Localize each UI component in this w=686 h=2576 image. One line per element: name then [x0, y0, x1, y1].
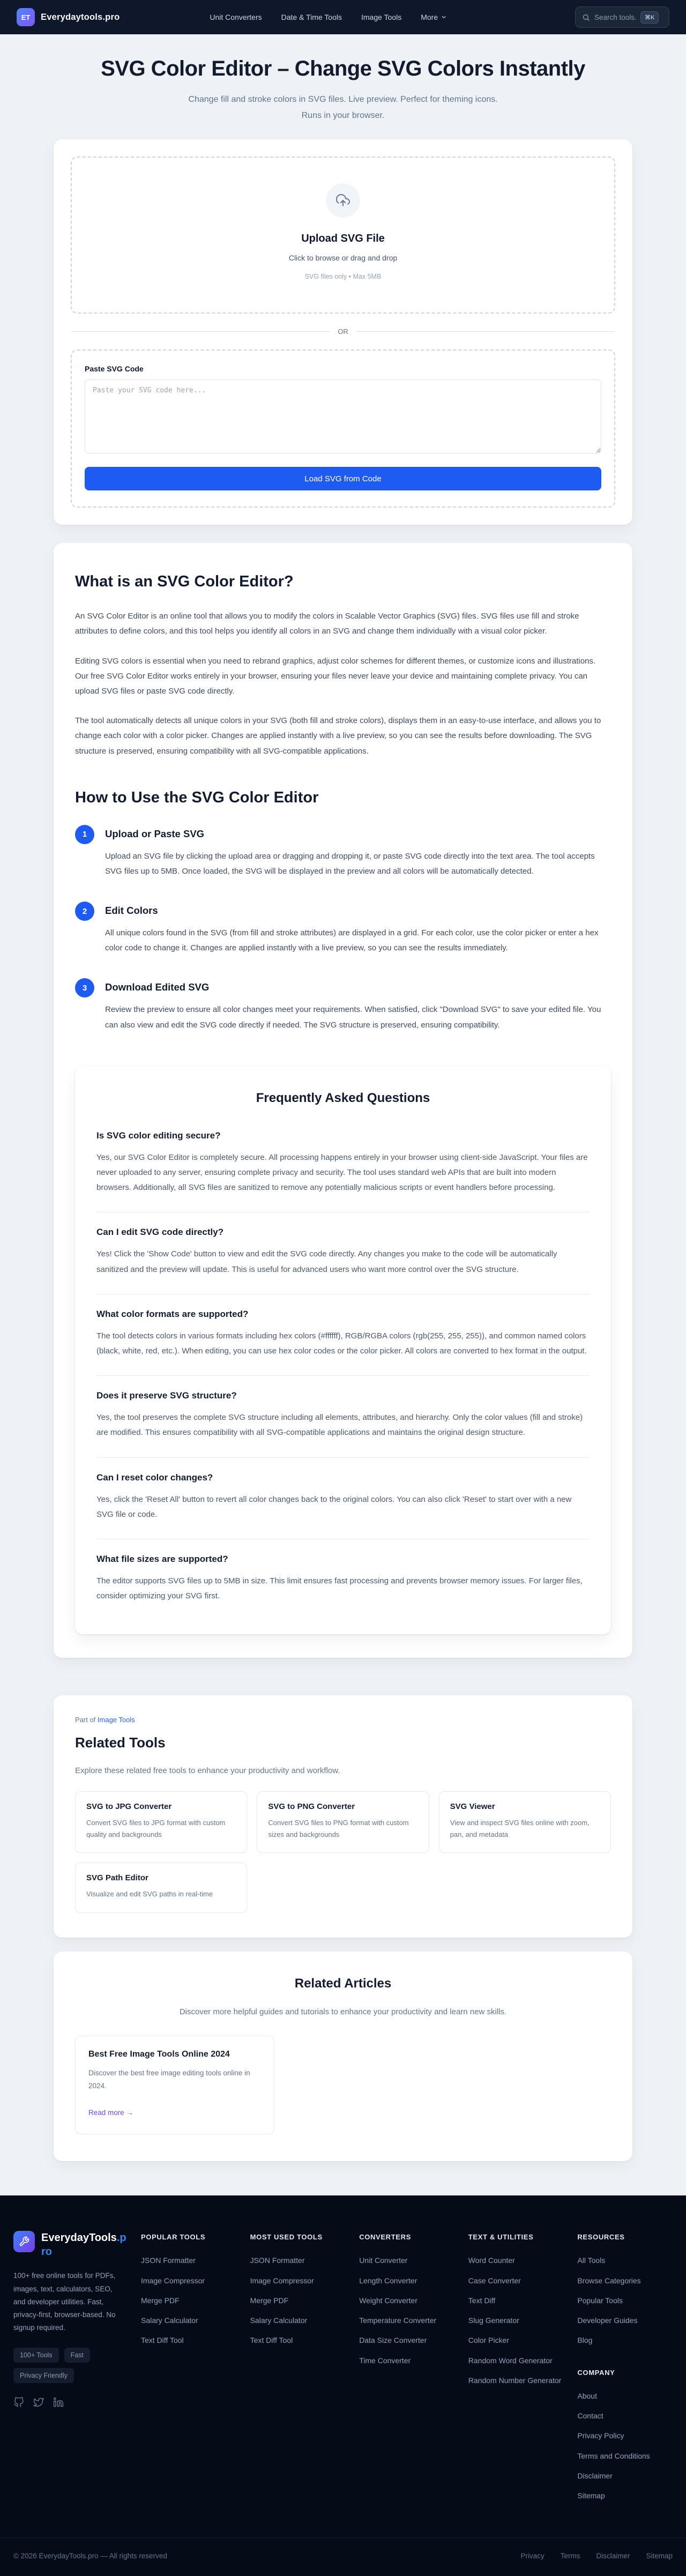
- footer-column-heading: POPULAR TOOLS: [141, 2233, 206, 2242]
- image-tools-link[interactable]: Image Tools: [97, 1716, 135, 1724]
- footer-badges: [13, 2348, 126, 2383]
- article-card[interactable]: [75, 2036, 274, 2134]
- faq-item: [96, 1375, 590, 1457]
- faq-item: [96, 1294, 590, 1375]
- footer-column-heading: COMPANY: [577, 2368, 615, 2377]
- footer-link[interactable]: Random Number Generator: [468, 2376, 562, 2385]
- related-tools-subtitle: Explore these related free tools to enhance your productivity and workflow.: [75, 1766, 340, 1776]
- related-articles-heading: Related Articles: [294, 1976, 392, 1991]
- nav-date-time-tools[interactable]: Date & Time Tools: [281, 13, 342, 21]
- upload-icon-circle: [326, 183, 360, 218]
- svg-tool-panel: [54, 139, 632, 525]
- step-3-number: 3: [75, 978, 94, 997]
- footer-link[interactable]: Merge PDF: [141, 2296, 180, 2305]
- legal-privacy[interactable]: Privacy: [520, 2551, 545, 2560]
- faq-question: What file sizes are supported?: [96, 1553, 228, 1564]
- tool-title: SVG Viewer: [450, 1802, 495, 1812]
- faq-question: Can I reset color changes?: [96, 1472, 213, 1483]
- footer-link[interactable]: Browse Categories: [577, 2276, 641, 2285]
- footer-column-heading: CONVERTERS: [359, 2233, 411, 2242]
- copyright: © 2026 EverydayTools.pro — All rights reserved: [13, 2551, 167, 2560]
- upload-dropzone[interactable]: [71, 157, 615, 314]
- footer-column-converters: [359, 2231, 454, 2510]
- read-more-link[interactable]: Read more →: [88, 2109, 134, 2117]
- search-shortcut-kbd: ⌘K: [640, 11, 659, 24]
- footer-link[interactable]: Text Diff Tool: [250, 2336, 293, 2345]
- footer-link[interactable]: Case Converter: [468, 2276, 521, 2285]
- what-is-heading: What is an SVG Color Editor?: [75, 573, 294, 591]
- search-icon: [582, 13, 590, 21]
- footer-column-popular-tools: [141, 2231, 236, 2510]
- hero: [0, 34, 686, 123]
- upload-meta: SVG files only • Max 5MB: [304, 273, 382, 281]
- load-svg-button[interactable]: Load SVG from Code: [85, 467, 601, 490]
- nav-image-tools[interactable]: Image Tools: [361, 13, 402, 21]
- footer-description: 100+ free online tools for PDFs, images, text, calculators, SEO, and developer utilities. Fast, privacy-first, browser-based. No signup required.: [13, 2272, 116, 2332]
- site-header: [0, 0, 686, 34]
- chevron-down-icon: [441, 14, 447, 20]
- footer-link[interactable]: Random Word Generator: [468, 2356, 553, 2365]
- footer-column-resources-company: [577, 2231, 673, 2510]
- linkedin-icon[interactable]: [53, 2397, 64, 2408]
- breadcrumb: Part of Image Tools: [75, 1716, 135, 1724]
- footer-link[interactable]: Salary Calculator: [250, 2316, 308, 2325]
- tool-card-svg-path-editor[interactable]: [75, 1863, 247, 1913]
- about-paragraph: An SVG Color Editor is an online tool that allows you to modify the colors in Scalable Vector Graphics (SVG) files. SVG files use fill and stroke attributes to define colors, and this tool helps you identify all colors in an SVG and change them individually with a visual color picker.: [75, 612, 579, 636]
- faq-question: Is SVG color editing secure?: [96, 1130, 221, 1141]
- footer-link[interactable]: Developer Guides: [577, 2316, 638, 2325]
- footer-link[interactable]: Image Compressor: [141, 2276, 205, 2285]
- related-tools-section: [54, 1695, 632, 1938]
- step-2-title: Edit Colors: [105, 905, 158, 917]
- wrench-icon: [19, 2236, 29, 2247]
- faq-answer: The editor supports SVG files up to 5MB in size. This limit ensures fast processing and prevents browser memory issues. For larger files, consider optimizing your SVG first.: [96, 1576, 583, 1601]
- tool-card-svg-to-jpg[interactable]: [75, 1791, 247, 1853]
- main-nav: [210, 13, 447, 21]
- nav-unit-converters[interactable]: Unit Converters: [210, 13, 262, 21]
- footer-socials: [13, 2397, 127, 2408]
- faq-item: [96, 1130, 590, 1212]
- related-tools-heading: Related Tools: [75, 1734, 166, 1751]
- related-articles-section: [54, 1952, 632, 2161]
- step-1-number: 1: [75, 825, 94, 844]
- tool-title: SVG Path Editor: [86, 1873, 148, 1883]
- twitter-icon[interactable]: [33, 2397, 44, 2408]
- step-3-title: Download Edited SVG: [105, 981, 210, 993]
- footer-link[interactable]: JSON Formatter: [141, 2256, 196, 2265]
- upload-hint: Click to browse or drag and drop: [288, 254, 398, 263]
- step-3: [75, 978, 611, 1032]
- or-divider: [72, 327, 614, 336]
- nav-more[interactable]: More: [421, 13, 447, 21]
- legal-sitemap[interactable]: Sitemap: [646, 2551, 673, 2560]
- faq-question: Does it preserve SVG structure?: [96, 1390, 237, 1401]
- about-paragraph: Editing SVG colors is essential when you need to rebrand graphics, adjust color schemes for different themes, or customize icons and illustrations. Our free SVG Color Editor works entirely in your browser, ensuring your files never leave your device and maintaining complete privacy. You can upload SVG files or paste SVG code directly.: [75, 656, 596, 696]
- footer-link[interactable]: Time Converter: [359, 2356, 411, 2365]
- footer-link[interactable]: Sitemap: [577, 2491, 605, 2500]
- tools-grid: [75, 1791, 611, 1913]
- tool-description: Convert SVG files to PNG format with custom sizes and backgrounds: [268, 1819, 409, 1838]
- faq-question: What color formats are supported?: [96, 1308, 249, 1319]
- upload-cloud-icon: [336, 193, 350, 207]
- tool-card-svg-to-png[interactable]: [257, 1791, 429, 1853]
- step-2-text: All unique colors found in the SVG (from fill and stroke attributes) are displayed in a grid. For each color, use the color picker or enter a hex color code to change it. Changes are applied instantly with a live preview, so you can see the results immediately.: [105, 928, 599, 953]
- divider-line: [356, 331, 614, 332]
- related-articles-subtitle: Discover more helpful guides and tutorials to enhance your productivity and learn new skills.: [179, 2007, 507, 2016]
- footer-link[interactable]: JSON Formatter: [250, 2256, 305, 2265]
- footer-logo[interactable]: [13, 2231, 35, 2252]
- footer-link[interactable]: Word Counter: [468, 2256, 515, 2265]
- svg-code-textarea[interactable]: [85, 379, 601, 453]
- footer-link[interactable]: Data Size Converter: [359, 2336, 427, 2345]
- faq-answer: Yes, click the 'Reset All' button to revert all color changes back to the original colors. You can also click 'Reset' to start over with a new SVG file or code.: [96, 1494, 572, 1519]
- footer-column-text-utilities: [468, 2231, 564, 2510]
- faq-question: Can I edit SVG code directly?: [96, 1227, 224, 1238]
- site-footer: [0, 2195, 686, 2575]
- step-2: [75, 902, 611, 956]
- faq-answer: Yes, our SVG Color Editor is completely secure. All processing happens entirely in your browser using client-side JavaScript. Your files are never uploaded to any server, ensuring complete privacy and security. The tool uses standard web APIs that are built into modern browsers. Additionally, all SVG files are sanitized to remove any potentially malicious scripts or event handlers before processing.: [96, 1152, 588, 1193]
- legal-disclaimer[interactable]: Disclaimer: [596, 2551, 630, 2560]
- footer-link[interactable]: About: [577, 2391, 597, 2400]
- footer-link[interactable]: Merge PDF: [250, 2296, 289, 2305]
- badge-fast: Fast: [64, 2348, 90, 2363]
- article-content-panel: [54, 543, 632, 1658]
- footer-link[interactable]: Weight Converter: [359, 2296, 417, 2305]
- divider-line: [72, 331, 330, 332]
- logo-badge: ET: [17, 8, 35, 26]
- tool-title: SVG to JPG Converter: [86, 1802, 172, 1812]
- site-logo[interactable]: [17, 8, 120, 26]
- page-subtitle: Change fill and stroke colors in SVG files. Live preview. Perfect for theming icons. Runs in your browser.: [188, 95, 498, 120]
- footer-bottom-bar: [0, 2537, 686, 2576]
- faq-item: [96, 1212, 590, 1293]
- tool-card-svg-viewer[interactable]: [439, 1791, 611, 1853]
- footer-link[interactable]: Terms and Conditions: [577, 2451, 650, 2460]
- footer-link[interactable]: Color Picker: [468, 2336, 510, 2345]
- footer-column-most-used-tools: [250, 2231, 346, 2510]
- search-box[interactable]: [575, 6, 669, 28]
- footer-link[interactable]: Contact: [577, 2411, 603, 2421]
- or-label: OR: [338, 327, 348, 336]
- step-1-text: Upload an SVG file by clicking the upload area or dragging and dropping it, or paste SVG code directly into the text area. The tool accepts SVG files up to 5MB. Once loaded, the SVG will be displayed in the preview and all colors will be automatically detected.: [105, 851, 595, 876]
- footer-brand-name: EverydayTools.pro: [41, 2232, 126, 2258]
- tool-description: Visualize and edit SVG paths in real-time: [86, 1890, 213, 1899]
- footer-link[interactable]: Text Diff: [468, 2296, 496, 2305]
- footer-link[interactable]: All Tools: [577, 2256, 606, 2265]
- about-text: [75, 609, 611, 759]
- faq-section: [75, 1066, 611, 1634]
- tool-description: Convert SVG files to JPG format with custom quality and backgrounds: [86, 1819, 226, 1838]
- search-input[interactable]: [594, 13, 636, 21]
- footer-link[interactable]: Disclaimer: [577, 2471, 613, 2480]
- footer-columns: [0, 2195, 686, 2515]
- footer-column-heading: RESOURCES: [577, 2233, 625, 2242]
- footer-link[interactable]: Blog: [577, 2336, 593, 2345]
- footer-link[interactable]: Popular Tools: [577, 2296, 623, 2305]
- faq-item: [96, 1457, 590, 1539]
- footer-link[interactable]: Salary Calculator: [141, 2316, 198, 2325]
- footer-link[interactable]: Temperature Converter: [359, 2316, 437, 2325]
- how-to-heading: How to Use the SVG Color Editor: [75, 788, 319, 806]
- upload-title: Upload SVG File: [301, 233, 385, 245]
- footer-link[interactable]: Privacy Policy: [577, 2431, 624, 2440]
- step-1-title: Upload or Paste SVG: [105, 828, 205, 839]
- footer-brand-column: [13, 2231, 127, 2510]
- footer-link[interactable]: Slug Generator: [468, 2316, 519, 2325]
- paste-svg-section: [71, 349, 615, 508]
- footer-column-heading: TEXT & UTILITIES: [468, 2233, 534, 2242]
- step-1: [75, 825, 611, 879]
- brand-name: Everydaytools.pro: [41, 12, 120, 22]
- faq-answer: Yes, the tool preserves the complete SVG structure including all elements, attributes, and hierarchy. Only the color values (fill and stroke) are modified. This ensures compatibility with all SVG-compatible applications and maintains the original design structure.: [96, 1413, 583, 1438]
- paste-code-label: Paste SVG Code: [85, 364, 144, 374]
- footer-link[interactable]: Image Compressor: [250, 2276, 314, 2285]
- footer-link[interactable]: Length Converter: [359, 2276, 417, 2285]
- step-3-text: Review the preview to ensure all color changes meet your requirements. When satisfied, click "Download SVG" to save your edited file. You can also view and edit the SVG code directly if needed. The SVG structure is preserved, ensuring compatibility.: [105, 1005, 601, 1030]
- faq-answer: Yes! Click the 'Show Code' button to view and edit the SVG code directly. Any changes you make to the code will be automatically sanitized and the preview will update. This is useful for advanced users who want more control over the SVG structure.: [96, 1249, 557, 1274]
- footer-column-heading: MOST USED TOOLS: [250, 2233, 323, 2242]
- tool-description: View and inspect SVG files online with zoom, pan, and metadata: [450, 1819, 590, 1838]
- badge-tools-count: 100+ Tools: [13, 2348, 59, 2363]
- legal-terms[interactable]: Terms: [560, 2551, 580, 2560]
- faq-heading: Frequently Asked Questions: [256, 1090, 430, 1105]
- badge-privacy: Privacy Friendly: [13, 2368, 74, 2383]
- article-title: Best Free Image Tools Online 2024: [88, 2049, 230, 2059]
- page-title: SVG Color Editor – Change SVG Colors Instantly: [101, 57, 585, 80]
- article-description: Discover the best free image editing tools online in 2024.: [88, 2068, 250, 2090]
- faq-item: [96, 1539, 590, 1620]
- footer-link[interactable]: Text Diff Tool: [141, 2336, 184, 2345]
- tool-title: SVG to PNG Converter: [268, 1802, 355, 1812]
- faq-answer: The tool detects colors in various formats including hex colors (#ffffff), RGB/RGBA colors (rgb(255, 255, 255)), and common named colors (black, white, red, etc.). When editing, you can use hex color codes or the color picker. All colors are converted to hex format in the output.: [96, 1331, 587, 1356]
- about-paragraph: The tool automatically detects all unique colors in your SVG (both fill and stroke colors), displays them in an easy-to-use interface, and allows you to change each color with a color picker. Changes are applied instantly with a live preview, so you can see the results before downloading. The SVG structure is preserved, ensuring compatibility with all SVG-compatible applications.: [75, 716, 601, 756]
- legal-links: [520, 2552, 673, 2560]
- step-2-number: 2: [75, 902, 94, 921]
- github-icon[interactable]: [13, 2397, 24, 2408]
- footer-link[interactable]: Unit Converter: [359, 2256, 408, 2265]
